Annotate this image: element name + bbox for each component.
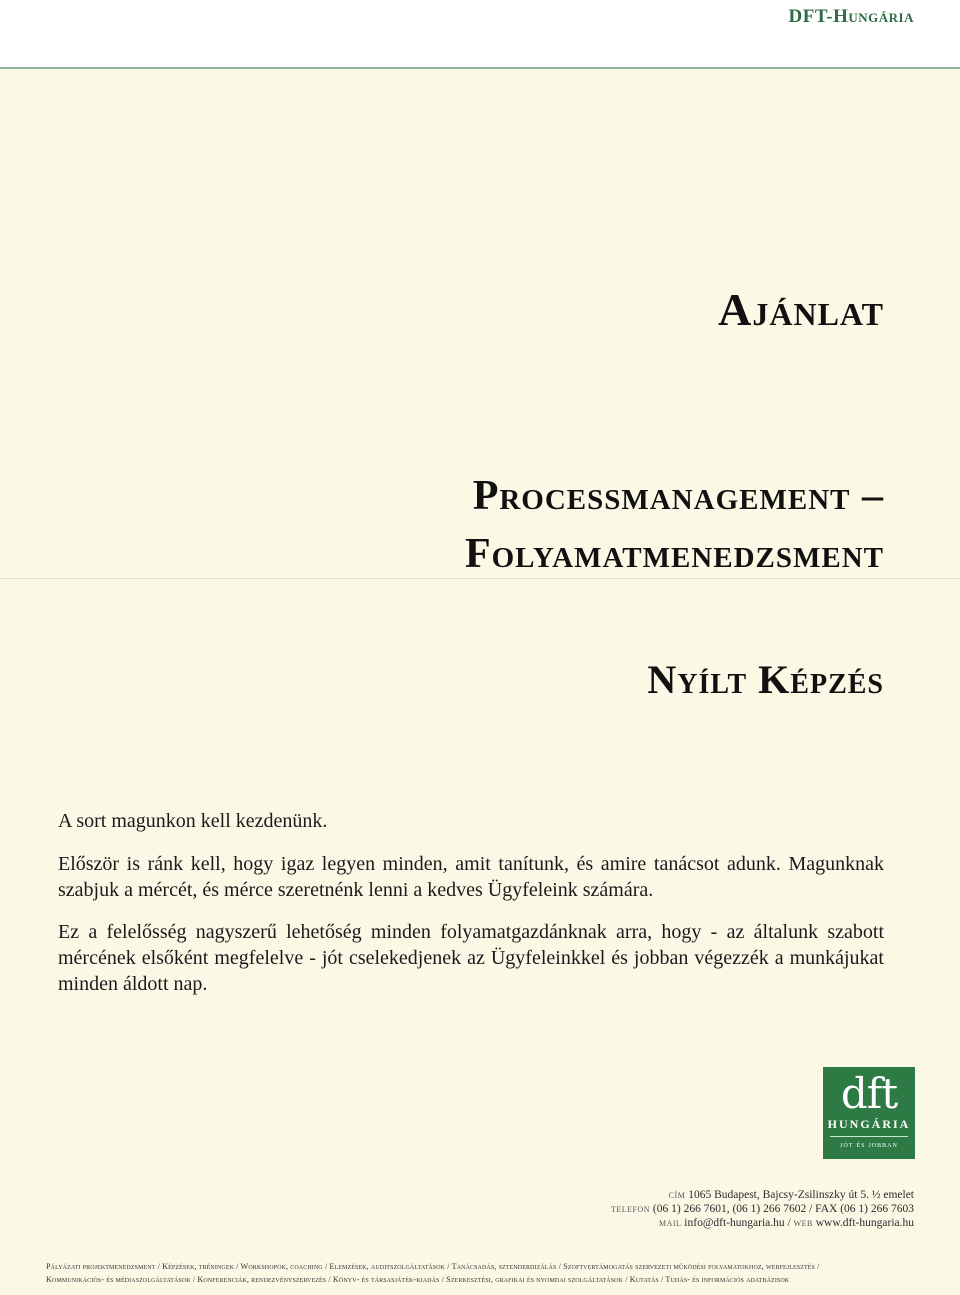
logo-country: HUNGÁRIA bbox=[827, 1117, 911, 1131]
contact-mail-web bbox=[659, 1217, 914, 1229]
brand-name: DFT-Hungária bbox=[788, 6, 914, 27]
course-type: Nyílt Képzés bbox=[647, 657, 884, 702]
address-label: cím bbox=[668, 1189, 686, 1201]
dft-logo bbox=[823, 1067, 915, 1159]
phone-label: telefon bbox=[610, 1203, 651, 1215]
services-line-2: Kommunikációs- és médiaszolgáltatások / Konferenciák, rendezvényszervezés / Könyv- és társasjáték-kiadás / Szerkesztési, grafikai és nyomdai szolgáltatások / Kutatás / Tudás- és információs adatbázisok bbox=[46, 1275, 790, 1284]
separator: / bbox=[787, 1217, 791, 1229]
paragraph-2: Először is ránk kell, hogy igaz legyen minden, amit tanítunk, és amire tanácsot adunk. Magunknak szabjuk a mércét, és mérce szeretnénk lenni a kedves Ügyfeleink számára. bbox=[58, 853, 884, 901]
web-label: web bbox=[793, 1217, 813, 1229]
phone-value: (06 1) 266 7601, (06 1) 266 7602 / FAX (06 1) 266 7603 bbox=[652, 1203, 914, 1215]
services-line-1: Pályázati projektmenedzsment / Képzések, tréningek / Workshopok, coaching / Elemzések, auditszolgáltatások / Tanácsadás, sztenderdizálás / Szoftvertámogatás szervezeti működési folyamatokhoz, webfejlesztés / bbox=[46, 1262, 820, 1271]
divider-line bbox=[0, 578, 960, 579]
contact-address bbox=[669, 1189, 914, 1201]
subtitle-line-1: Processmanagement – bbox=[472, 473, 884, 519]
header-bar bbox=[0, 0, 960, 69]
paragraph-1: A sort magunkon kell kezdenünk. bbox=[58, 810, 328, 832]
address-value: 1065 Budapest, Bajcsy-Zsilinszky út 5. ½ emelet bbox=[688, 1189, 914, 1201]
mail-label: mail bbox=[658, 1217, 682, 1229]
page-title: Ajánlat bbox=[718, 284, 884, 335]
subtitle-line-2: Folyamatmenedzsment bbox=[464, 531, 884, 577]
logo-tagline: jót és jobban bbox=[840, 1140, 898, 1149]
subtitle bbox=[465, 467, 884, 583]
web-value[interactable]: www.dft-hungaria.hu bbox=[815, 1217, 914, 1229]
paragraph-3: Ez a felelősség nagyszerű lehetőség minden folyamatgazdánknak arra, hogy - az általunk szabott mércének elsőként megfelelve - jót cselekedjenek az Ügyfeleinkkel és jobban végezzék a munkájukat minden áldott nap. bbox=[58, 921, 884, 995]
logo-main-text: dft bbox=[840, 1069, 898, 1118]
contact-phone bbox=[611, 1203, 914, 1215]
mail-value[interactable]: info@dft-hungaria.hu bbox=[684, 1217, 785, 1229]
logo-divider bbox=[830, 1136, 908, 1137]
